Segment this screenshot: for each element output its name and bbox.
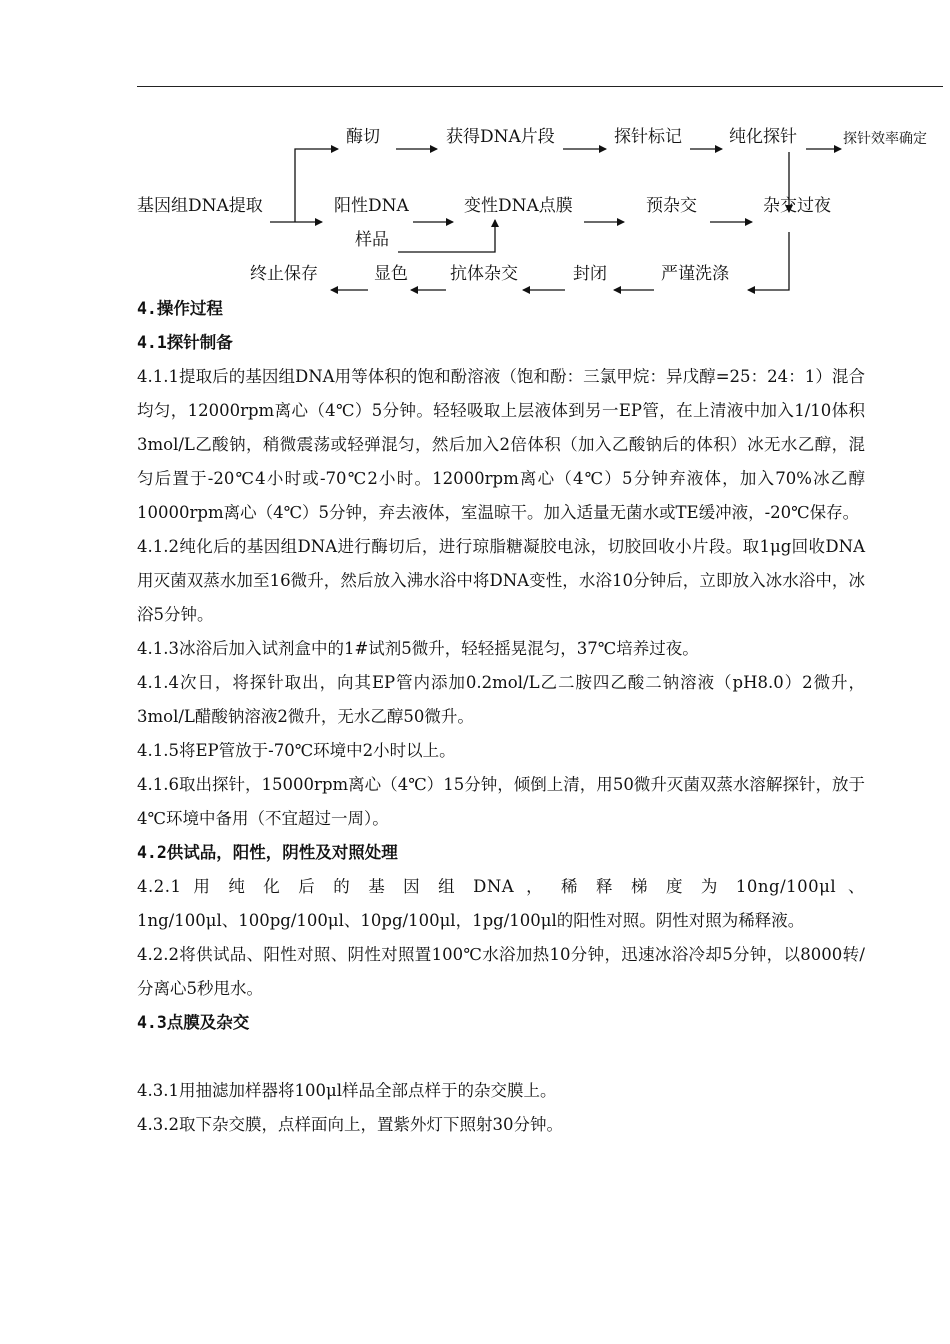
node-stringent-wash: 严谨洗涤 <box>661 264 729 284</box>
heading-operation-process: 4.操作过程 <box>137 299 223 318</box>
arrow-hyb-to-wash <box>748 232 789 290</box>
node-probe-purification: 纯化探针 <box>729 127 797 147</box>
paragraph-4-1-4: 4.1.4次日，将探针取出，向其EP管内添加0.2mol/L乙二胺四乙酸二钠溶液（pH8.0）2微升，3mol/L醋酸钠溶液2微升，无水乙醇50微升。 <box>137 673 865 726</box>
heading-probe-preparation: 4.1探针制备 <box>137 333 233 352</box>
blank-line <box>137 1040 865 1074</box>
node-color-development: 显色 <box>374 264 408 284</box>
document-body <box>137 292 865 1142</box>
node-blocking: 封闭 <box>573 264 607 284</box>
paragraph-4-3-2: 4.3.2取下杂交膜，点样面向上，置紫外灯下照射30分钟。 <box>137 1115 563 1134</box>
arrow-sample-to-dot <box>398 220 495 252</box>
heading-sample-treatment: 4.2供试品，阳性，阴性及对照处理 <box>137 843 398 862</box>
paragraph-4-2-1-line1: 4.2.1 用 纯 化 后 的 基 因 组 DNA ， 稀 释 梯 度 为 10ng/100μl 、 <box>137 877 865 896</box>
node-positive-dna: 阳性DNA <box>334 196 409 216</box>
paragraph-4-1-5: 4.1.5将EP管放于-70℃环境中2小时以上。 <box>137 741 456 760</box>
node-probe-labeling: 探针标记 <box>614 127 682 147</box>
paragraph-4-2-2: 4.2.2将供试品、阳性对照、阴性对照置100℃水浴加热10分钟，迅速冰浴冷却5分钟，以8000转/分离心5秒甩水。 <box>137 945 865 998</box>
paragraph-4-1-6: 4.1.6取出探针，15000rpm离心（4℃）15分钟，倾倒上清，用50微升灭菌双蒸水溶解探针，放于4℃环境中备用（不宜超过一周）。 <box>137 775 865 828</box>
paragraph-4-1-3: 4.1.3冰浴后加入试剂盒中的1#试剂5微升，轻轻摇晃混匀，37℃培养过夜。 <box>137 639 699 658</box>
node-hybridization-overnight: 杂交过夜 <box>763 196 831 216</box>
paragraph-4-2-1-line2: 1ng/100μl、100pg/100μl、10pg/100μl，1pg/100μl的阳性对照。阴性对照为稀释液。 <box>137 911 805 930</box>
node-stop-storage: 终止保存 <box>250 264 318 284</box>
paragraph-4-1-1: 4.1.1提取后的基因组DNA用等体积的饱和酚溶液（饱和酚：三氯甲烷：异戊醇=25：24：1）混合均匀，12000rpm离心（4℃）5分钟。轻轻吸取上层液体到另一EP管，在上清液中加入1/10体积3mol/L乙酸钠，稍微震荡或轻弹混匀，然后加入2倍体积（加入乙酸钠后的体积）冰无水乙醇，混匀后置于-20℃4小时或-70℃2小时。12000rpm离心（4℃）5分钟弃液体，加入70%冰乙醇10000rpm离心（4℃）5分钟，弃去液体，室温晾干。加入适量无菌水或TE缓冲液，-20℃保存。 <box>137 367 865 522</box>
paragraph-4-1-2: 4.1.2纯化后的基因组DNA进行酶切后，进行琼脂糖凝胶电泳，切胶回收小片段。取1μg回收DNA用灭菌双蒸水加至16微升，然后放入沸水浴中将DNA变性，水浴10分钟后，立即放入冰水浴中，冰浴5分钟。 <box>137 537 865 624</box>
flowchart <box>0 0 950 300</box>
node-probe-efficiency: 探针效率确定 <box>843 131 927 147</box>
paragraph-4-3-1: 4.3.1用抽滤加样器将100μl样品全部点样于的杂交膜上。 <box>137 1081 557 1100</box>
flowchart-connectors <box>0 0 950 300</box>
node-dna-fragment: 获得DNA片段 <box>446 127 555 147</box>
node-sample: 样品 <box>355 230 389 250</box>
node-enzyme-digestion: 酶切 <box>346 127 380 147</box>
branch-line <box>295 149 338 222</box>
heading-dot-blot-hybridization: 4.3点膜及杂交 <box>137 1013 250 1032</box>
node-genomic-dna-extraction: 基因组DNA提取 <box>137 196 263 216</box>
node-dot-blot: 变性DNA点膜 <box>464 196 573 216</box>
node-prehybridization: 预杂交 <box>646 196 697 216</box>
node-antibody-hybridization: 抗体杂交 <box>450 264 518 284</box>
